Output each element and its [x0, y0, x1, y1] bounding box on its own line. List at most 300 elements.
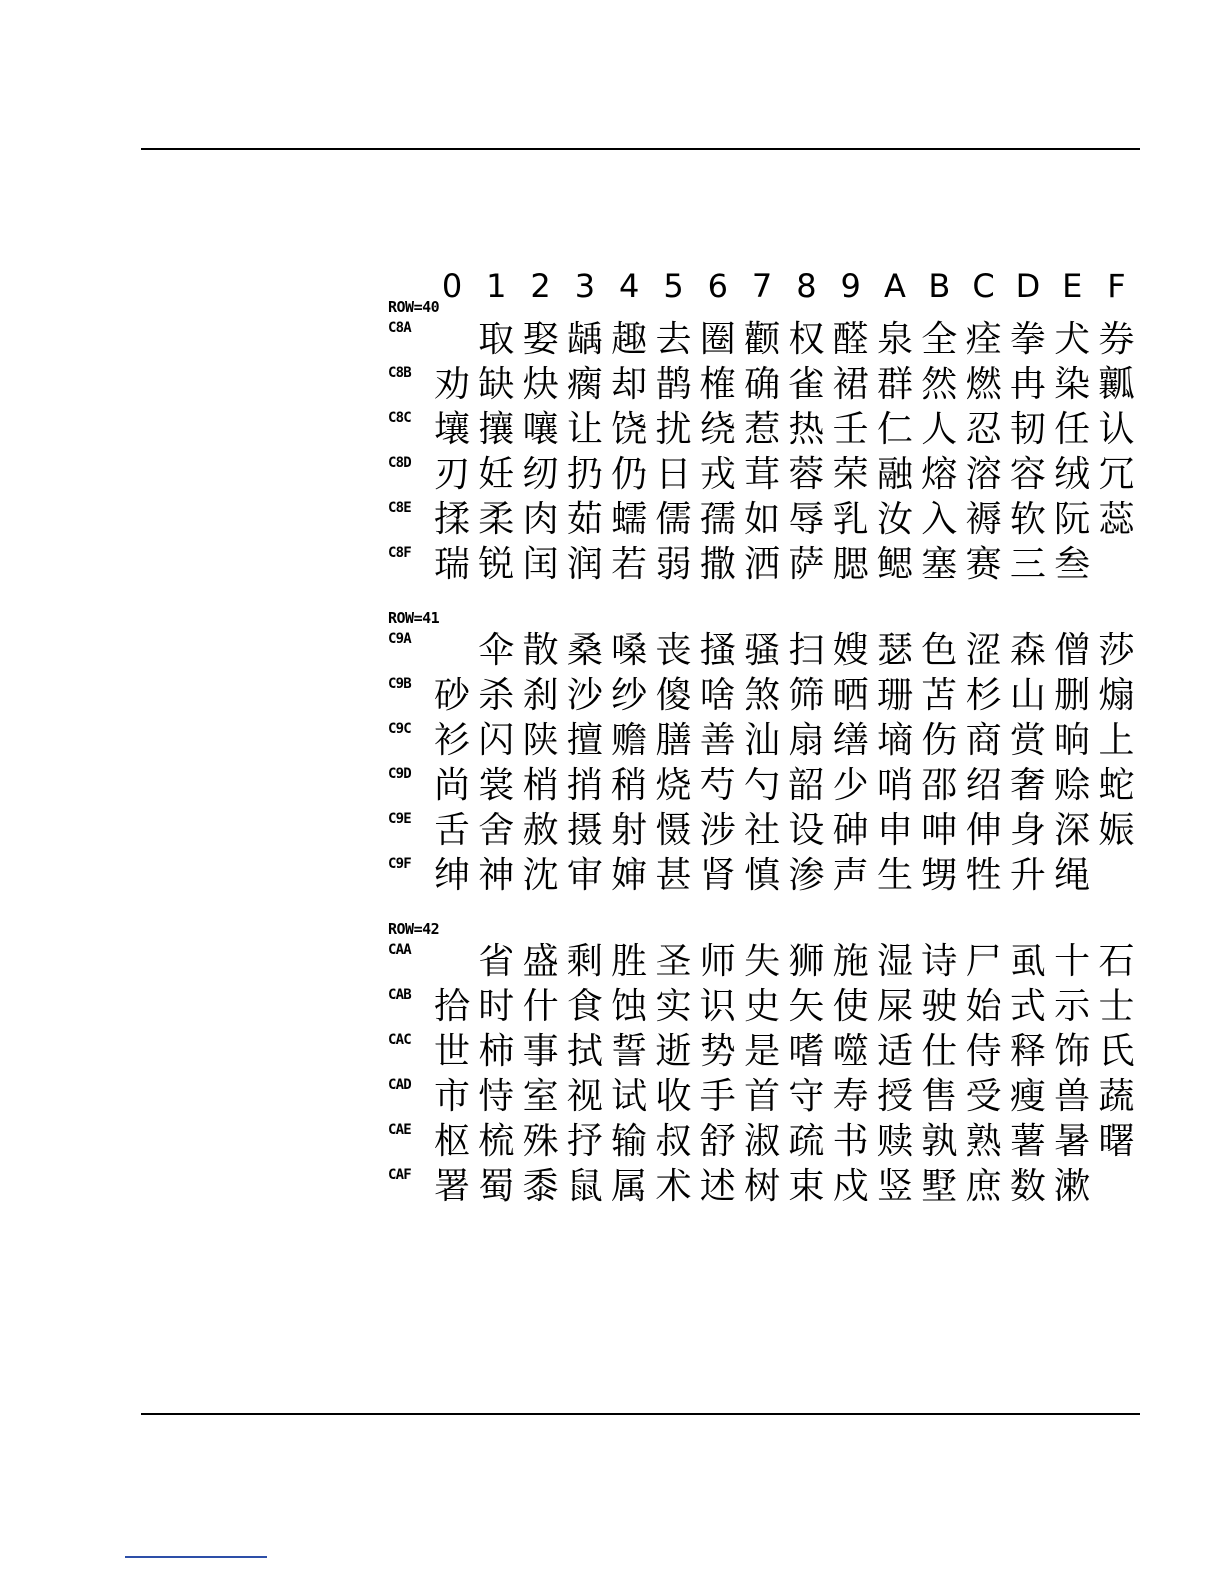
hanzi-glyph: 荣: [832, 454, 869, 495]
hanzi-glyph: 杉: [965, 675, 1002, 716]
row-block-label: ROW=42: [388, 920, 440, 938]
hanzi-glyph: 如: [744, 499, 781, 540]
hanzi-glyph: 署: [433, 1166, 470, 1207]
column-header-E: E: [1062, 267, 1083, 305]
hanzi-glyph: 醛: [832, 319, 869, 360]
row-code: CAF: [388, 1167, 411, 1183]
hanzi-glyph: 趣: [611, 319, 648, 360]
hanzi-glyph: 黍: [522, 1166, 559, 1207]
hanzi-glyph: 省: [478, 941, 515, 982]
hanzi-glyph: 拾: [433, 986, 470, 1027]
hanzi-glyph: 伞: [478, 630, 515, 671]
column-header-B: B: [928, 267, 951, 305]
hanzi-glyph: 失: [744, 941, 781, 982]
row-code: C9D: [388, 766, 411, 782]
row-code: C8A: [388, 320, 411, 336]
hanzi-glyph: 柿: [478, 1031, 515, 1072]
hanzi-glyph: 邵: [921, 765, 958, 806]
hanzi-glyph: 妊: [478, 454, 515, 495]
hanzi-glyph: 山: [1009, 675, 1046, 716]
hanzi-glyph: 删: [1054, 675, 1091, 716]
hanzi-glyph: 尸: [965, 941, 1002, 982]
hanzi-glyph: 柔: [478, 499, 515, 540]
hanzi-glyph: 释: [1009, 1031, 1046, 1072]
code-row: [388, 318, 1148, 363]
hanzi-glyph: 神: [478, 855, 515, 896]
hanzi-glyph: 权: [788, 319, 825, 360]
hanzi-glyph: 蓉: [788, 454, 825, 495]
code-row: [388, 854, 1148, 899]
hanzi-glyph: 缺: [478, 364, 515, 405]
hanzi-glyph: 施: [832, 941, 869, 982]
hanzi-glyph: 揉: [433, 499, 470, 540]
hanzi-glyph: 僧: [1054, 630, 1091, 671]
hanzi-glyph: 扰: [655, 409, 692, 450]
hanzi-glyph: 砷: [832, 810, 869, 851]
row-block-label: ROW=40: [388, 298, 440, 316]
hanzi-glyph: 赦: [522, 810, 559, 851]
hanzi-glyph: 屎: [876, 986, 913, 1027]
hanzi-glyph: 绕: [699, 409, 736, 450]
hanzi-glyph: 热: [788, 409, 825, 450]
hanzi-glyph: 攘: [478, 409, 515, 450]
code-row: [388, 1120, 1148, 1165]
hanzi-glyph: 梳: [478, 1121, 515, 1162]
hanzi-glyph: 嚷: [522, 409, 559, 450]
hanzi-glyph: 嗜: [788, 1031, 825, 1072]
hanzi-glyph: 甚: [655, 855, 692, 896]
hanzi-glyph: 石: [1098, 941, 1135, 982]
footer-link-underline: [125, 1556, 267, 1558]
hanzi-glyph: 筛: [788, 675, 825, 716]
header-rule: [141, 148, 1140, 150]
hanzi-glyph: 疏: [788, 1121, 825, 1162]
hanzi-glyph: 肉: [522, 499, 559, 540]
hanzi-glyph: 榷: [699, 364, 736, 405]
hanzi-glyph: 三: [1009, 544, 1046, 585]
hanzi-glyph: 恃: [478, 1076, 515, 1117]
hanzi-glyph: 氏: [1098, 1031, 1135, 1072]
hanzi-glyph: 然: [921, 364, 958, 405]
hanzi-glyph: 炔: [522, 364, 559, 405]
code-row: [388, 453, 1148, 498]
code-row: [388, 719, 1148, 764]
code-row: [388, 940, 1148, 985]
code-row: [388, 498, 1148, 543]
hanzi-glyph: 洒: [744, 544, 781, 585]
hanzi-glyph: 淑: [744, 1121, 781, 1162]
hanzi-glyph: 渗: [788, 855, 825, 896]
hanzi-glyph: 衫: [433, 720, 470, 761]
hanzi-glyph: 尚: [433, 765, 470, 806]
hanzi-glyph: 食: [566, 986, 603, 1027]
hanzi-glyph: 售: [921, 1076, 958, 1117]
code-row: [388, 363, 1148, 408]
hanzi-glyph: 室: [522, 1076, 559, 1117]
hanzi-glyph: 逝: [655, 1031, 692, 1072]
hanzi-glyph: 书: [832, 1121, 869, 1162]
hanzi-glyph: 善: [699, 720, 736, 761]
hanzi-glyph: 绍: [965, 765, 1002, 806]
hanzi-glyph: 痊: [965, 319, 1002, 360]
hanzi-glyph: 阮: [1054, 499, 1091, 540]
column-header-6: 6: [707, 267, 728, 305]
hanzi-glyph: 煞: [744, 675, 781, 716]
row-code: CAA: [388, 942, 411, 958]
hanzi-glyph: 舒: [699, 1121, 736, 1162]
hanzi-glyph: 誓: [611, 1031, 648, 1072]
hanzi-glyph: 术: [655, 1166, 692, 1207]
column-header: [388, 268, 1148, 304]
column-header-F: F: [1107, 267, 1126, 305]
hanzi-glyph: 散: [522, 630, 559, 671]
hanzi-glyph: 牲: [965, 855, 1002, 896]
hanzi-glyph: 寿: [832, 1076, 869, 1117]
hanzi-glyph: 鳃: [876, 544, 913, 585]
column-header-4: 4: [619, 267, 640, 305]
hanzi-glyph: 沙: [566, 675, 603, 716]
hanzi-glyph: 扇: [788, 720, 825, 761]
hanzi-glyph: 全: [921, 319, 958, 360]
hanzi-glyph: 盛: [522, 941, 559, 982]
hanzi-glyph: 去: [655, 319, 692, 360]
hanzi-glyph: 饶: [611, 409, 648, 450]
column-header-9: 9: [840, 267, 861, 305]
column-header-2: 2: [530, 267, 551, 305]
hanzi-glyph: 润: [566, 544, 603, 585]
hanzi-glyph: 瑟: [876, 630, 913, 671]
hanzi-glyph: 竖: [876, 1166, 913, 1207]
hanzi-glyph: 取: [478, 319, 515, 360]
hanzi-glyph: 市: [433, 1076, 470, 1117]
hanzi-glyph: 舍: [478, 810, 515, 851]
hanzi-glyph: 弱: [655, 544, 692, 585]
hanzi-glyph: 蠕: [611, 499, 648, 540]
hanzi-glyph: 砂: [433, 675, 470, 716]
hanzi-glyph: 适: [876, 1031, 913, 1072]
hanzi-glyph: 扫: [788, 630, 825, 671]
hanzi-glyph: 啥: [699, 675, 736, 716]
hanzi-glyph: 是: [744, 1031, 781, 1072]
code-row: [388, 1030, 1148, 1075]
hanzi-glyph: 输: [611, 1121, 648, 1162]
hanzi-glyph: 忍: [965, 409, 1002, 450]
footer-rule: [141, 1413, 1140, 1415]
hanzi-glyph: 裳: [478, 765, 515, 806]
hanzi-glyph: 戎: [699, 454, 736, 495]
hanzi-glyph: 萨: [788, 544, 825, 585]
hanzi-glyph: 胜: [611, 941, 648, 982]
column-header-C: C: [972, 267, 995, 305]
row-code: C8C: [388, 410, 411, 426]
row-code: C8E: [388, 500, 411, 516]
hanzi-glyph: 属: [611, 1166, 648, 1207]
hanzi-glyph: 苫: [921, 675, 958, 716]
hanzi-glyph: 蔬: [1098, 1076, 1135, 1117]
hanzi-glyph: 戍: [832, 1166, 869, 1207]
hanzi-glyph: 晌: [1054, 720, 1091, 761]
hanzi-glyph: 矢: [788, 986, 825, 1027]
hanzi-glyph: 沈: [522, 855, 559, 896]
hanzi-glyph: 颧: [744, 319, 781, 360]
hanzi-glyph: 群: [876, 364, 913, 405]
hanzi-glyph: 纱: [611, 675, 648, 716]
hanzi-glyph: 儒: [655, 499, 692, 540]
hanzi-glyph: 湿: [876, 941, 913, 982]
hanzi-glyph: 示: [1054, 986, 1091, 1027]
hanzi-glyph: 授: [876, 1076, 913, 1117]
hanzi-glyph: 涉: [699, 810, 736, 851]
code-row: [388, 1165, 1148, 1210]
hanzi-glyph: 傻: [655, 675, 692, 716]
hanzi-glyph: 雀: [788, 364, 825, 405]
column-header-5: 5: [663, 267, 684, 305]
hanzi-glyph: 勺: [744, 765, 781, 806]
hanzi-glyph: 确: [744, 364, 781, 405]
hanzi-glyph: 剩: [566, 941, 603, 982]
hanzi-glyph: 膳: [655, 720, 692, 761]
hanzi-glyph: 茸: [744, 454, 781, 495]
hanzi-glyph: 犬: [1054, 319, 1091, 360]
hanzi-glyph: 却: [611, 364, 648, 405]
hanzi-glyph: 兽: [1054, 1076, 1091, 1117]
hanzi-glyph: 娶: [522, 319, 559, 360]
hanzi-glyph: 慎: [744, 855, 781, 896]
hanzi-glyph: 圣: [655, 941, 692, 982]
hanzi-glyph: 绅: [433, 855, 470, 896]
hanzi-glyph: 升: [1009, 855, 1046, 896]
hanzi-glyph: 时: [478, 986, 515, 1027]
hanzi-glyph: 芍: [699, 765, 736, 806]
hanzi-glyph: 枢: [433, 1121, 470, 1162]
row-code: CAC: [388, 1032, 411, 1048]
hanzi-glyph: 日: [655, 454, 692, 495]
hanzi-glyph: 汕: [744, 720, 781, 761]
code-row: [388, 543, 1148, 588]
hanzi-glyph: 陕: [522, 720, 559, 761]
code-row: [388, 809, 1148, 854]
code-row: [388, 985, 1148, 1030]
hanzi-glyph: 森: [1009, 630, 1046, 671]
hanzi-glyph: 商: [965, 720, 1002, 761]
hanzi-glyph: 申: [876, 810, 913, 851]
hanzi-glyph: 莎: [1098, 630, 1135, 671]
code-row: [388, 629, 1148, 674]
code-row: [388, 674, 1148, 719]
hanzi-glyph: 赡: [611, 720, 648, 761]
hanzi-glyph: 嗓: [611, 630, 648, 671]
row-code: C9A: [388, 631, 411, 647]
hanzi-glyph: 汝: [876, 499, 913, 540]
hanzi-glyph: 染: [1054, 364, 1091, 405]
hanzi-glyph: 守: [788, 1076, 825, 1117]
hanzi-glyph: 瑞: [433, 544, 470, 585]
column-header-3: 3: [574, 267, 596, 305]
hanzi-glyph: 瘦: [1009, 1076, 1046, 1117]
row-code: C8D: [388, 455, 411, 471]
hanzi-glyph: 殊: [522, 1121, 559, 1162]
hanzi-glyph: 赊: [1054, 765, 1091, 806]
hanzi-glyph: 娠: [1098, 810, 1135, 851]
row-code: CAD: [388, 1077, 411, 1093]
hanzi-glyph: 史: [744, 986, 781, 1027]
hanzi-glyph: 士: [1098, 986, 1135, 1027]
hanzi-glyph: 束: [788, 1166, 825, 1207]
hanzi-glyph: 绳: [1054, 855, 1091, 896]
hanzi-glyph: 慑: [655, 810, 692, 851]
hanzi-glyph: 仁: [876, 409, 913, 450]
hanzi-glyph: 瘸: [566, 364, 603, 405]
hanzi-glyph: 晒: [832, 675, 869, 716]
hanzi-glyph: 煽: [1098, 675, 1135, 716]
hanzi-glyph: 褥: [965, 499, 1002, 540]
hanzi-glyph: 缮: [832, 720, 869, 761]
hanzi-glyph: 乳: [832, 499, 869, 540]
row-code: C9E: [388, 811, 411, 827]
hanzi-glyph: 十: [1054, 941, 1091, 982]
hanzi-glyph: 熟: [965, 1121, 1002, 1162]
hanzi-glyph: 视: [566, 1076, 603, 1117]
hanzi-glyph: 瓤: [1098, 364, 1135, 405]
hanzi-glyph: 塞: [921, 544, 958, 585]
row-code: C9B: [388, 676, 411, 692]
hanzi-glyph: 赏: [1009, 720, 1046, 761]
hanzi-glyph: 嫂: [832, 630, 869, 671]
hanzi-glyph: 熔: [921, 454, 958, 495]
hanzi-glyph: 拳: [1009, 319, 1046, 360]
hanzi-glyph: 哨: [876, 765, 913, 806]
hanzi-glyph: 软: [1009, 499, 1046, 540]
hanzi-glyph: 识: [699, 986, 736, 1027]
hanzi-glyph: 稍: [611, 765, 648, 806]
hanzi-glyph: 刃: [433, 454, 470, 495]
hanzi-glyph: 蛇: [1098, 765, 1135, 806]
code-row: [388, 1075, 1148, 1120]
hanzi-glyph: 杀: [478, 675, 515, 716]
hanzi-glyph: 式: [1009, 986, 1046, 1027]
hanzi-glyph: 仍: [611, 454, 648, 495]
hanzi-glyph: 梢: [522, 765, 559, 806]
hanzi-glyph: 曙: [1098, 1121, 1135, 1162]
hanzi-glyph: 龋: [566, 319, 603, 360]
hanzi-glyph: 少: [832, 765, 869, 806]
hanzi-glyph: 狮: [788, 941, 825, 982]
hanzi-glyph: 认: [1098, 409, 1135, 450]
row-code: C8B: [388, 365, 411, 381]
hanzi-glyph: 壤: [433, 409, 470, 450]
hanzi-glyph: 树: [744, 1166, 781, 1207]
hanzi-glyph: 首: [744, 1076, 781, 1117]
hanzi-glyph: 侍: [965, 1031, 1002, 1072]
row-code: CAE: [388, 1122, 411, 1138]
hanzi-glyph: 薯: [1009, 1121, 1046, 1162]
hanzi-glyph: 仕: [921, 1031, 958, 1072]
hanzi-glyph: 墅: [921, 1166, 958, 1207]
hanzi-glyph: 裙: [832, 364, 869, 405]
hanzi-glyph: 摄: [566, 810, 603, 851]
hanzi-glyph: 舌: [433, 810, 470, 851]
hanzi-glyph: 伸: [965, 810, 1002, 851]
column-header-1: 1: [486, 267, 507, 305]
hanzi-glyph: 始: [965, 986, 1002, 1027]
hanzi-glyph: 让: [566, 409, 603, 450]
code-row: [388, 764, 1148, 809]
hanzi-glyph: 辱: [788, 499, 825, 540]
hanzi-glyph: 烧: [655, 765, 692, 806]
hanzi-glyph: 泉: [876, 319, 913, 360]
hanzi-glyph: 庶: [965, 1166, 1002, 1207]
hanzi-glyph: 数: [1009, 1166, 1046, 1207]
hanzi-glyph: 若: [611, 544, 648, 585]
hanzi-glyph: 纫: [522, 454, 559, 495]
hanzi-glyph: 蚀: [611, 986, 648, 1027]
hanzi-glyph: 孺: [699, 499, 736, 540]
code-row: [388, 408, 1148, 453]
hanzi-glyph: 骚: [744, 630, 781, 671]
hanzi-glyph: 墒: [876, 720, 913, 761]
hanzi-glyph: 劝: [433, 364, 470, 405]
hanzi-glyph: 撒: [699, 544, 736, 585]
hanzi-glyph: 蕊: [1098, 499, 1135, 540]
hanzi-glyph: 拭: [566, 1031, 603, 1072]
hanzi-glyph: 赎: [876, 1121, 913, 1162]
hanzi-glyph: 冉: [1009, 364, 1046, 405]
hanzi-glyph: 述: [699, 1166, 736, 1207]
hanzi-glyph: 容: [1009, 454, 1046, 495]
hanzi-glyph: 试: [611, 1076, 648, 1117]
hanzi-glyph: 势: [699, 1031, 736, 1072]
column-header-7: 7: [751, 267, 773, 305]
hanzi-glyph: 捎: [566, 765, 603, 806]
column-header-0: 0: [441, 267, 463, 305]
hanzi-glyph: 伤: [921, 720, 958, 761]
hanzi-glyph: 鹊: [655, 364, 692, 405]
row-code: C9F: [388, 856, 411, 872]
row-block-label: ROW=41: [388, 609, 440, 627]
hanzi-glyph: 抒: [566, 1121, 603, 1162]
hanzi-glyph: 奢: [1009, 765, 1046, 806]
hanzi-glyph: 社: [744, 810, 781, 851]
hanzi-glyph: 韧: [1009, 409, 1046, 450]
hanzi-glyph: 色: [921, 630, 958, 671]
hanzi-glyph: 婶: [611, 855, 648, 896]
hanzi-glyph: 呻: [921, 810, 958, 851]
hanzi-glyph: 手: [699, 1076, 736, 1117]
hanzi-glyph: 甥: [921, 855, 958, 896]
hanzi-glyph: 韶: [788, 765, 825, 806]
hanzi-glyph: 上: [1098, 720, 1135, 761]
hanzi-glyph: 丧: [655, 630, 692, 671]
hanzi-glyph: 噬: [832, 1031, 869, 1072]
hanzi-glyph: 刹: [522, 675, 559, 716]
hanzi-glyph: 圈: [699, 319, 736, 360]
hanzi-glyph: 惹: [744, 409, 781, 450]
hanzi-glyph: 身: [1009, 810, 1046, 851]
hanzi-glyph: 燃: [965, 364, 1002, 405]
hanzi-glyph: 声: [832, 855, 869, 896]
hanzi-glyph: 师: [699, 941, 736, 982]
hanzi-glyph: 擅: [566, 720, 603, 761]
hanzi-glyph: 鼠: [566, 1166, 603, 1207]
hanzi-glyph: 蜀: [478, 1166, 515, 1207]
hanzi-glyph: 深: [1054, 810, 1091, 851]
hanzi-glyph: 腮: [832, 544, 869, 585]
hanzi-glyph: 扔: [566, 454, 603, 495]
hanzi-glyph: 壬: [832, 409, 869, 450]
row-code: C9C: [388, 721, 411, 737]
hanzi-glyph: 溶: [965, 454, 1002, 495]
hanzi-glyph: 世: [433, 1031, 470, 1072]
